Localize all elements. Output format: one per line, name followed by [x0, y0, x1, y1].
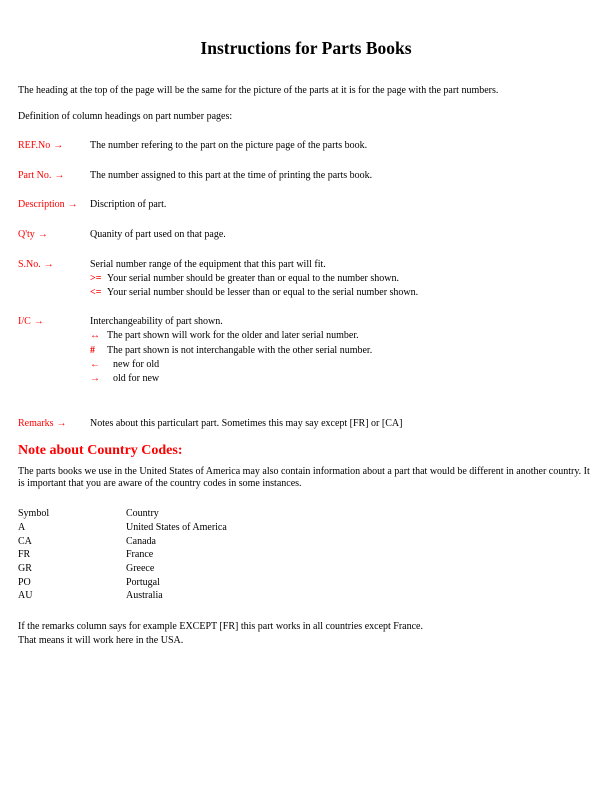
definition-block-description [18, 199, 594, 211]
definition-row [18, 316, 594, 328]
country-name: Portugal [126, 576, 160, 588]
definition-subitem [90, 273, 594, 285]
country-column-header: Country [126, 508, 159, 520]
subitem-text: The part shown will work for the older and later serial number. [107, 330, 359, 342]
country-symbol: A [18, 521, 26, 533]
subitem-text: Your serial number should be lesser than or equal to the serial number shown. [107, 286, 419, 298]
intro-paragraph: The heading at the top of the page will be the same for the picture of the parts at it is for the page with the part numbers. [18, 85, 499, 96]
hash-symbol: # [90, 344, 95, 356]
definition-row [18, 199, 594, 211]
definition-block-qty [18, 229, 594, 241]
right-arrow-icon: → [43, 258, 54, 270]
country-name: Canada [126, 535, 156, 547]
country-symbol: GR [18, 563, 32, 574]
subitem-text: old for new [113, 372, 160, 384]
country-codes-intro: The parts books we use in the United States of America may also contain information about a part that would be different in another country. It is important that you are aware of the country codes in some instances. [18, 466, 590, 489]
left-arrow-icon: ← [90, 358, 100, 370]
definition-term-text: Remarks [18, 418, 54, 430]
definition-term-text: Q'ty [18, 228, 35, 240]
definition-row [18, 140, 594, 152]
country-name: France [126, 549, 154, 561]
right-arrow-icon: → [54, 169, 65, 181]
country-code-row [18, 548, 594, 562]
subitem-text: The part shown is not interchangable with the other serial number. [107, 344, 373, 356]
definition-row [18, 418, 594, 430]
definition-description: Notes about this particulart part. Sometimes this may say except [FR] or [CA] [90, 418, 403, 430]
definition-term [18, 259, 90, 271]
country-symbol: AU [18, 590, 33, 602]
definition-term [18, 316, 90, 328]
country-code-row [18, 562, 594, 576]
page-title: Instructions for Parts Books [200, 38, 412, 58]
country-symbol: PO [18, 576, 31, 588]
country-name: Australia [126, 590, 163, 602]
double-arrow-icon: ↔ [90, 330, 100, 342]
country-symbol: FR [18, 549, 31, 561]
definition-description: Discription of part. [90, 199, 167, 211]
definition-description: The number refering to the part on the picture page of the parts book. [90, 140, 368, 152]
definition-subitem [90, 373, 594, 385]
remarks-note-line1: If the remarks column says for example EXCEPT [FR] this part works in all countries except France. [18, 621, 423, 633]
less-equal-symbol: <= [90, 286, 102, 298]
country-code-row [18, 535, 594, 549]
definition-term [18, 199, 90, 211]
definition-intro-paragraph: Definition of column headings on part number pages: [18, 110, 233, 122]
definition-term [18, 140, 90, 152]
subitem-text: new for old [113, 358, 160, 370]
symbol-column-header: Symbol [18, 508, 50, 520]
definition-row [18, 170, 594, 182]
country-name: Greece [126, 563, 155, 574]
right-arrow-icon: → [33, 316, 44, 328]
definition-block-sno [18, 259, 594, 299]
right-arrow-icon: → [67, 199, 78, 211]
right-arrow-icon: → [56, 418, 67, 430]
definition-term-text: S.No. [18, 258, 41, 270]
definition-term [18, 418, 90, 430]
definition-subitem [90, 330, 594, 342]
definition-block-remarks [18, 418, 594, 430]
definition-block-partno [18, 170, 594, 182]
definition-subitem [90, 345, 594, 357]
right-arrow-icon: → [37, 228, 48, 240]
definition-row [18, 259, 594, 271]
remarks-note [18, 620, 594, 647]
country-codes-heading: Note about Country Codes: [18, 442, 183, 458]
definition-term-text: REF.No [18, 140, 51, 152]
definition-row [18, 229, 594, 241]
definition-subitem [90, 287, 594, 299]
definition-description: Interchangeability of part shown. [90, 316, 223, 328]
definition-term-text: Description [18, 199, 65, 211]
country-name: United States of America [126, 521, 227, 533]
definition-block-refno [18, 140, 594, 152]
country-code-row [18, 589, 594, 603]
country-codes-table [18, 507, 594, 603]
definition-description: Quanity of part used on that page. [90, 228, 226, 240]
right-arrow-icon: → [90, 372, 100, 384]
definition-term-text: I/C [18, 316, 31, 328]
definition-term-text: Part No. [18, 169, 52, 181]
definition-description: The number assigned to this part at the time of printing the parts book. [90, 169, 373, 181]
country-code-row [18, 521, 594, 535]
definition-block-ic [18, 316, 594, 384]
definition-term [18, 229, 90, 241]
remarks-note-line2: That means it will work here in the USA. [18, 634, 184, 646]
subitem-text: Your serial number should be greater than or equal to the number shown. [107, 272, 399, 284]
country-symbol: CA [18, 535, 32, 547]
definition-description: Serial number range of the equipment that this part will fit. [90, 258, 326, 270]
country-table-header [18, 507, 594, 521]
country-code-row [18, 576, 594, 590]
definition-term [18, 170, 90, 182]
greater-equal-symbol: >= [90, 272, 102, 284]
definition-subitem [90, 359, 594, 371]
right-arrow-icon: → [53, 140, 64, 152]
